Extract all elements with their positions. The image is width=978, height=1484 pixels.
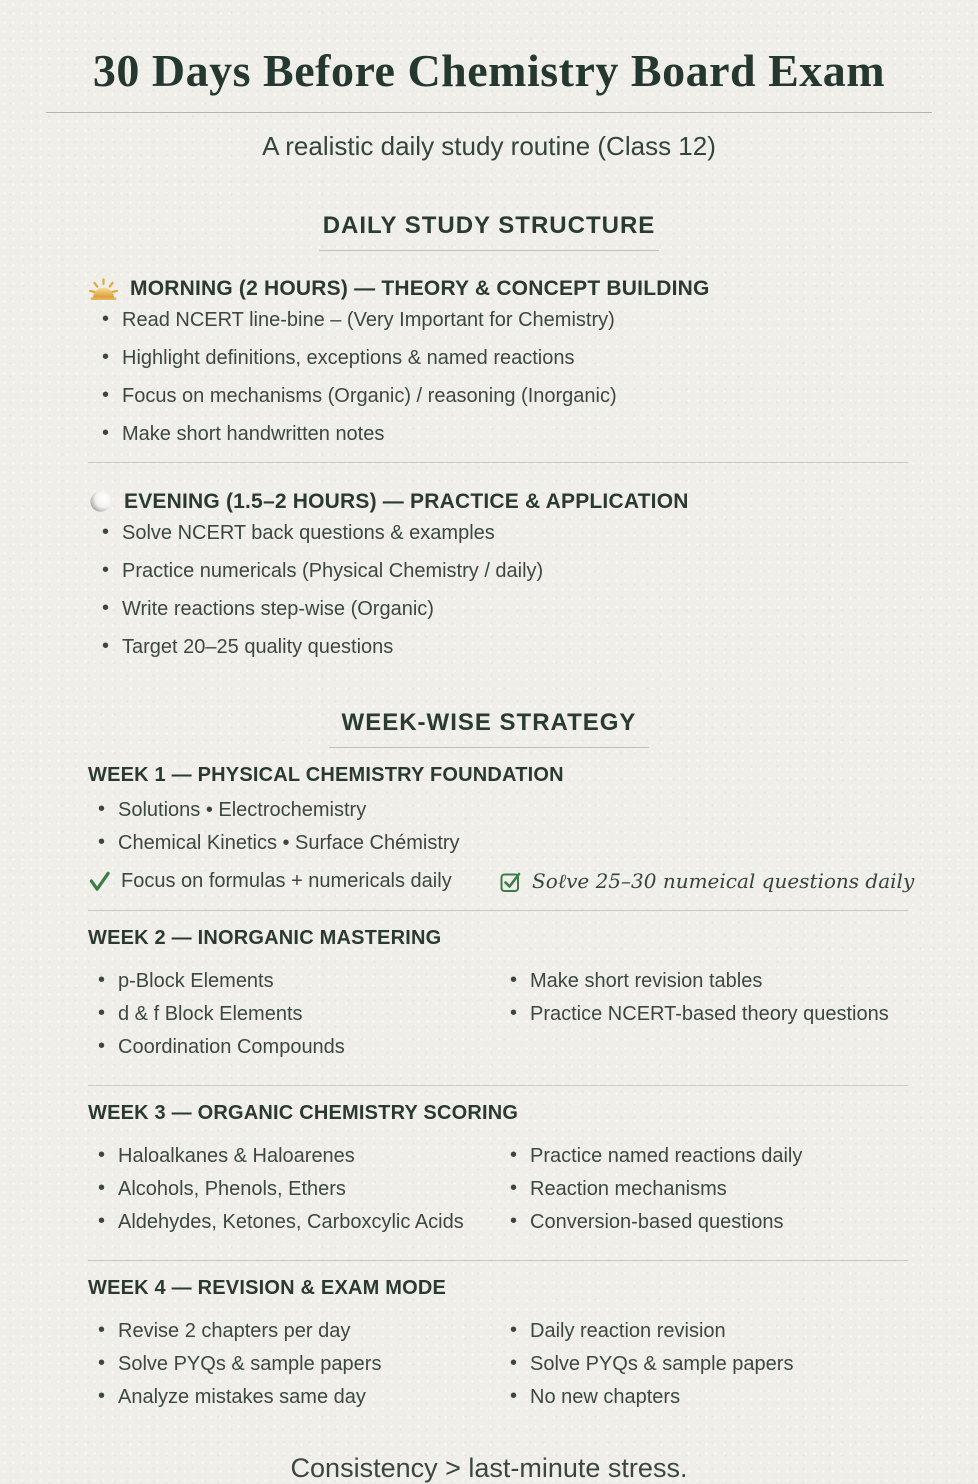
list-item: • Analyze mistakes same day [88,1386,500,1409]
list-item: • Practice named reactions daily [500,1145,920,1168]
sunrise-icon [88,278,119,301]
list-item: • Make short handwritten notes [88,423,920,446]
daily-heading-underline [319,250,659,251]
list-item: • Daily reaction revision [500,1320,920,1343]
list-item: • Target 20–25 quality questions [88,636,920,659]
list-item: • Haloalkanes & Haloarenes [88,1145,500,1168]
title-block [0,0,978,162]
list-item: • Practice numericals (Physical Chemistry / daily) [88,560,920,583]
morning-heading-label: MORNING (2 HOURS) — THEORY & CONCEPT BUILDING [130,277,710,300]
week1-heading: WEEK 1 — PHYSICAL CHEMISTRY FOUNDATION [88,764,564,786]
check-note-right [500,869,920,894]
week2-block [88,927,920,1086]
weeks-section-heading: WEEK-WISE STRATEGY [341,709,637,736]
list-item: • Reaction mechanisms [500,1178,920,1201]
list-item: • No new chapters [500,1386,920,1409]
page-title: 30 Days Before Chemistry Board Exam [92,45,886,96]
section-divider [88,1260,908,1261]
list-item: • Highlight definitions, exceptions & named reactions [88,347,920,370]
daily-section-heading: DAILY STUDY STRUCTURE [322,212,656,239]
list-item: • d & f Block Elements [88,1003,500,1026]
morning-list [88,309,920,446]
section-divider [88,1085,908,1086]
check-note-right-label: Soℓve 25–30 numeical questions daily [532,869,915,893]
list-item: • Chemical Kinetics • Surface Chémistry [88,832,920,855]
check-note-left [88,869,500,894]
evening-heading-label: EVENING (1.5–2 HOURS) — PRACTICE & APPLICATION [124,489,689,513]
list-item: • Solutions • Electrochemistry [88,799,920,822]
week2-left-list [88,970,500,1069]
footer-quote: Consistency > last-minute stress. [290,1453,688,1483]
list-item: • Practice NCERT-based theory questions [500,1003,920,1026]
week3-left-list [88,1145,500,1244]
section-divider [88,462,908,463]
title-divider [46,112,932,113]
week3-block [88,1102,920,1261]
list-item: • Solve PYQs & sample papers [88,1353,500,1376]
list-item: • Write reactions step-wise (Organic) [88,598,920,621]
list-item: • Aldehydes, Ketones, Carboxcylic Acids [88,1211,500,1234]
list-item: • Conversion-based questions [500,1211,920,1234]
week3-heading: WEEK 3 — ORGANIC CHEMISTRY SCORING [88,1102,519,1124]
week4-left-list [88,1320,500,1419]
page-subtitle: A realistic daily study routine (Class 12) [262,131,716,161]
evening-block [88,489,920,659]
crescent-moon-icon [88,489,113,514]
week1-check-row [88,869,920,894]
week3-right-list [500,1145,920,1244]
evening-heading [88,489,920,514]
week4-heading: WEEK 4 — REVISION & EXAM MODE [88,1277,447,1299]
list-item: • Focus on mechanisms (Organic) / reasoning (Inorganic) [88,385,920,408]
checkbox-checked-icon [500,871,522,893]
list-item: • p-Block Elements [88,970,500,993]
list-item: • Solve PYQs & sample papers [500,1353,920,1376]
list-item: • Alcohols, Phenols, Ethers [88,1178,500,1201]
list-item: • Make short revision tables [500,970,920,993]
week4-right-list [500,1320,920,1419]
morning-heading [88,277,920,301]
check-icon [88,871,111,892]
list-item: • Revise 2 chapters per day [88,1320,500,1343]
week-wise-strategy-section [0,709,978,1419]
list-item: • Solve NCERT back questions & examples [88,522,920,545]
week1-block [88,764,920,911]
daily-study-structure-section [0,212,978,659]
list-item: • Coordination Compounds [88,1036,500,1059]
week2-heading: WEEK 2 — INORGANIC MASTERING [88,927,442,949]
week4-block [88,1277,920,1419]
week1-list [88,799,920,855]
check-note-left-label: Focus on formulas + numericals daily [121,870,452,892]
week2-right-list [500,970,920,1069]
evening-list [88,522,920,659]
section-divider [88,910,908,911]
morning-block [88,277,920,446]
list-item: • Read NCERT line-bine – (Very Important for Chemistry) [88,309,920,332]
weeks-heading-underline [329,747,649,748]
